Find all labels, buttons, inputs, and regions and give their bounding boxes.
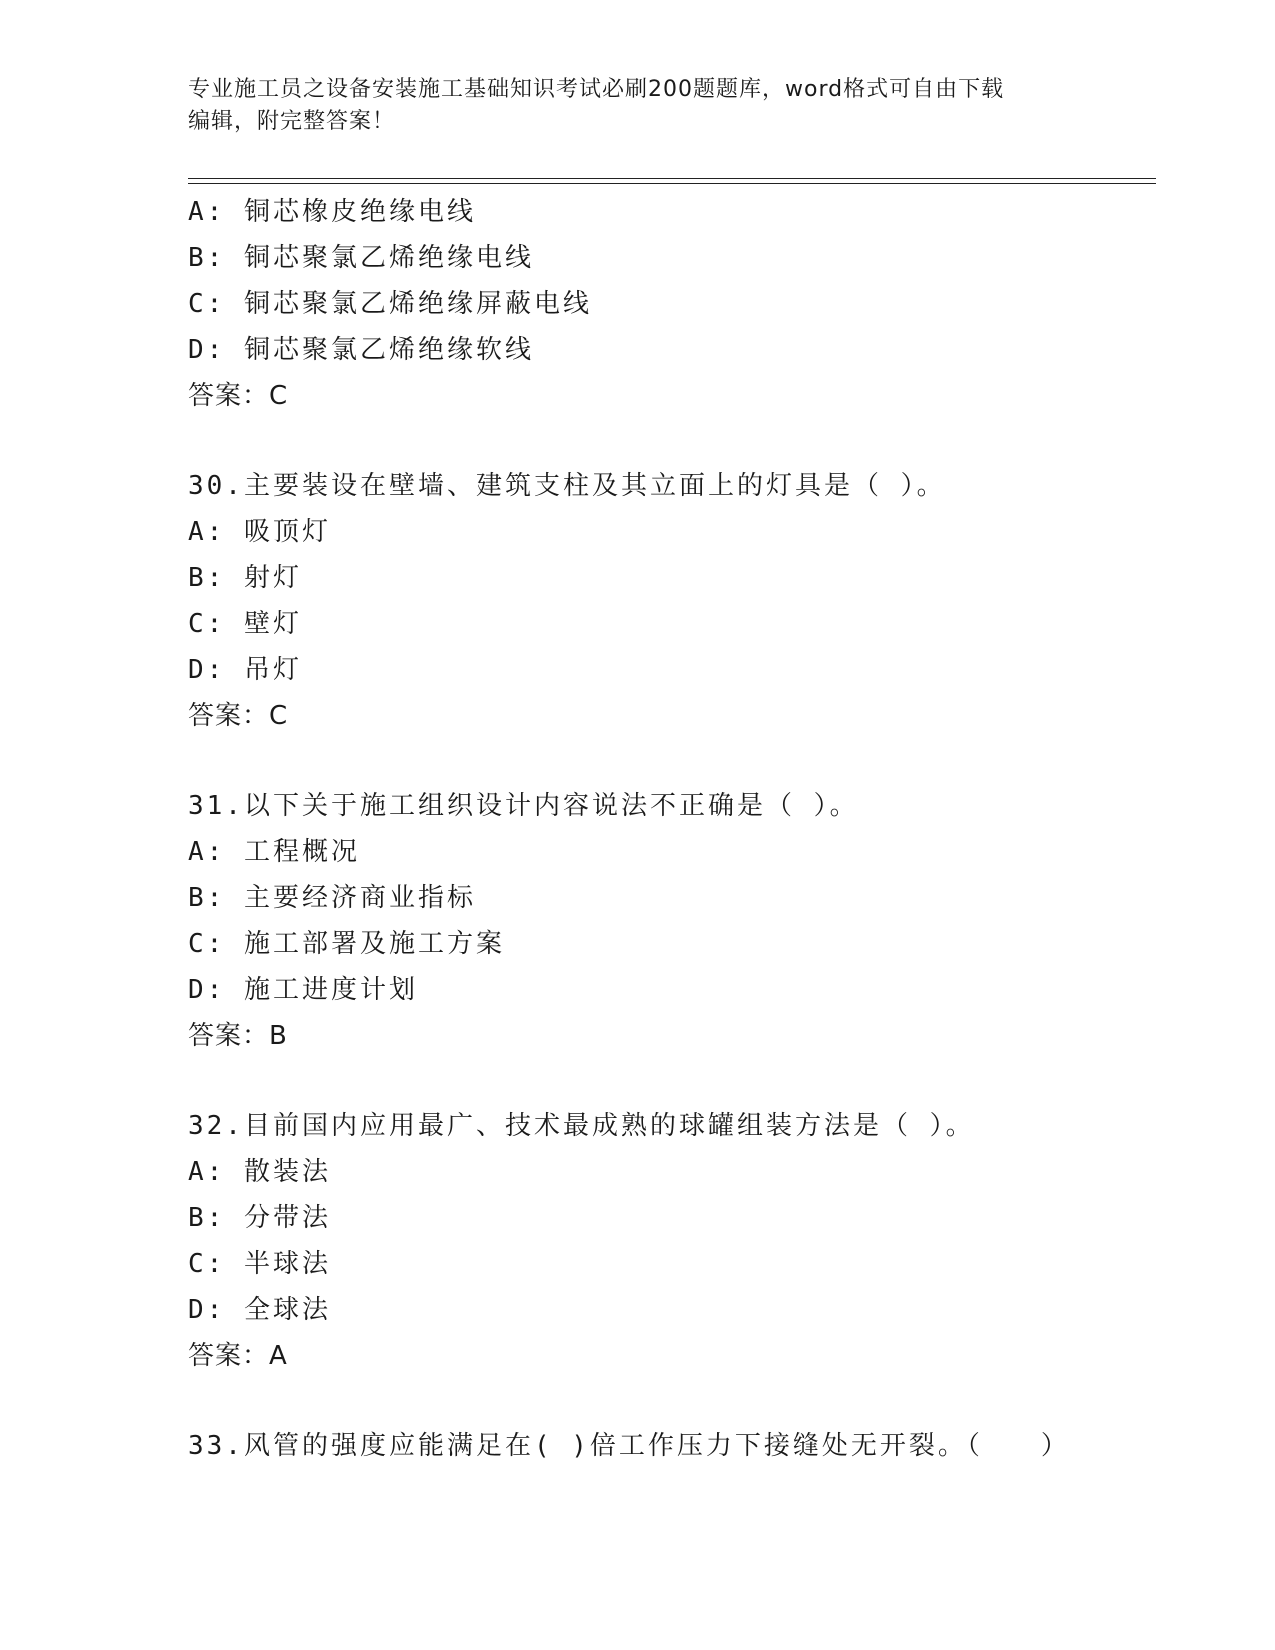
option-a: A: 工程概况 <box>188 837 360 867</box>
answer-text: 答案：C <box>188 381 289 411</box>
option-a: A: 吸顶灯 <box>188 517 331 547</box>
option-a: A: 铜芯橡皮绝缘电线 <box>188 197 476 227</box>
option-b: B: 铜芯聚氯乙烯绝缘电线 <box>188 243 534 273</box>
document-header <box>188 74 1088 138</box>
question-text: 32.目前国内应用最广、技术最成熟的球罐组装方法是（ ）。 <box>188 1111 975 1141</box>
answer-text: 答案：B <box>188 1021 288 1051</box>
option-b: B: 主要经济商业指标 <box>188 883 476 913</box>
header-line-2: 编辑，附完整答案！ <box>188 109 396 134</box>
answer-text: 答案：C <box>188 701 289 731</box>
option-a: A: 散装法 <box>188 1157 331 1187</box>
option-d: D: 铜芯聚氯乙烯绝缘软线 <box>188 335 534 365</box>
question-spacer <box>188 1059 1156 1103</box>
question-text: 30.主要装设在壁墙、建筑支柱及其立面上的灯具是（ ）。 <box>188 471 946 501</box>
question-32 <box>188 1103 1156 1379</box>
question-30 <box>188 463 1156 739</box>
option-c: C: 半球法 <box>188 1249 331 1279</box>
option-c: C: 壁灯 <box>188 609 302 639</box>
option-d: D: 全球法 <box>188 1295 331 1325</box>
question-33 <box>188 1423 1156 1469</box>
option-b: B: 分带法 <box>188 1203 331 1233</box>
answer-text: 答案：A <box>188 1341 288 1371</box>
option-b: B: 射灯 <box>188 563 302 593</box>
question-list <box>188 189 1156 1469</box>
option-c: C: 施工部署及施工方案 <box>188 929 505 959</box>
option-d: D: 施工进度计划 <box>188 975 418 1005</box>
option-d: D: 吊灯 <box>188 655 302 685</box>
question-text: 31.以下关于施工组织设计内容说法不正确是（ ）。 <box>188 791 859 821</box>
question-spacer <box>188 419 1156 463</box>
header-line-1: 专业施工员之设备安装施工基础知识考试必刷200题题库，word格式可自由下载 <box>188 77 1005 102</box>
option-c: C: 铜芯聚氯乙烯绝缘屏蔽电线 <box>188 289 592 319</box>
question-29 <box>188 189 1156 419</box>
question-text: 33.风管的强度应能满足在( )倍工作压力下接缝处无开裂。（ ） <box>188 1431 1070 1461</box>
question-spacer <box>188 739 1156 783</box>
question-31 <box>188 783 1156 1059</box>
question-spacer <box>188 1379 1156 1423</box>
header-divider-top <box>188 178 1156 179</box>
header-divider-bottom <box>188 183 1156 184</box>
